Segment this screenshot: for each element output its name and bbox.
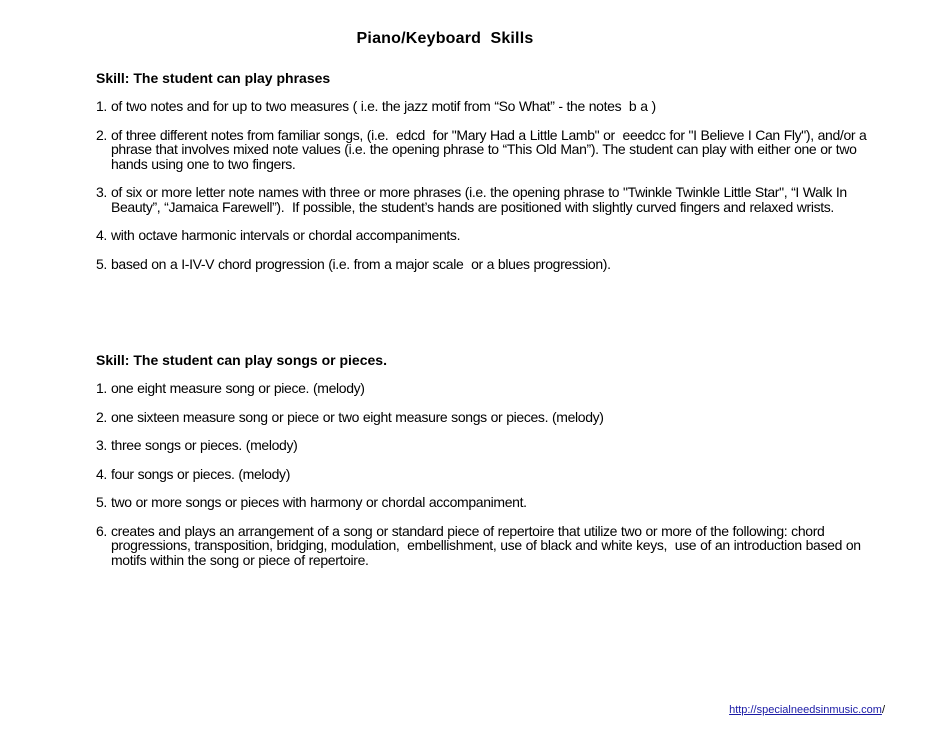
list-item (96, 257, 876, 272)
item-number: 3. (96, 437, 107, 453)
footer-trailing-slash: / (881, 704, 885, 716)
item-number: 4. (96, 227, 107, 243)
list-item (96, 228, 876, 243)
item-text: one eight measure song or piece. (melody) (111, 380, 365, 396)
list-item (96, 495, 876, 510)
item-text: two or more songs or pieces with harmony or chordal accompaniment. (111, 494, 527, 510)
item-number: 1. (96, 98, 107, 114)
list-item (96, 381, 876, 396)
footer (729, 704, 885, 717)
item-text: of six or more letter note names with three or more phrases (i.e. the opening phrase to "Twinkle Twinkle Little Star", “I Walk In Beauty”, “Jamaica Farewell”). If possible, the student’s hands are positioned with slightly curved fingers and relaxed wrists. (111, 184, 851, 215)
section-heading: Skill: The student can play songs or pieces. (96, 352, 387, 368)
item-number: 5. (96, 494, 107, 510)
skill-list (96, 381, 876, 567)
item-number: 2. (96, 408, 107, 425)
list-item (96, 524, 876, 568)
item-text: of two notes and for up to two measures ( i.e. the jazz motif from “So What” - the notes b a ) (111, 98, 656, 114)
list-item (96, 438, 876, 453)
section-songs (96, 352, 876, 581)
item-text: based on a I-IV-V chord progression (i.e. from a major scale or a blues progression). (111, 255, 611, 272)
item-text: with octave harmonic intervals or chordal accompaniments. (111, 227, 461, 243)
item-text: creates and plays an arrangement of a song or standard piece of repertoire that utilize two or more of the following: chord progressions, transposition, bridging, modulation, embellishment, use of black and white keys, use of an introduction based on motifs within the song or piece of repertoire. (111, 522, 865, 568)
item-number: 6. (96, 522, 107, 539)
item-number: 1. (96, 380, 107, 396)
website-link[interactable]: http://specialneedsinmusic.com (729, 704, 882, 716)
section-phrases (96, 70, 876, 285)
page-title: Piano/Keyboard Skills (356, 30, 534, 47)
list-item (96, 467, 876, 482)
item-text: of three different notes from familiar songs, (i.e. edcd for "Mary Had a Little Lamb" or eeedcc for "I Believe I Can Fly"), and/or a phrase that involves mixed note values (i.e. the opening phrase to “This Old Man”). The student can play with either one or two hands using one to two fingers. (111, 126, 871, 172)
section-heading: Skill: The student can play phrases (96, 70, 331, 86)
list-item (96, 128, 876, 172)
item-number: 4. (96, 465, 107, 482)
item-number: 2. (96, 126, 107, 143)
list-item (96, 185, 876, 214)
list-item (96, 99, 876, 114)
item-text: four songs or pieces. (melody) (111, 465, 291, 482)
list-item (96, 410, 876, 425)
item-text: one sixteen measure song or piece or two eight measure songs or pieces. (melody) (111, 408, 604, 425)
item-text: three songs or pieces. (melody) (111, 437, 298, 453)
skill-list (96, 99, 876, 271)
item-number: 5. (96, 255, 107, 272)
item-number: 3. (96, 184, 107, 200)
